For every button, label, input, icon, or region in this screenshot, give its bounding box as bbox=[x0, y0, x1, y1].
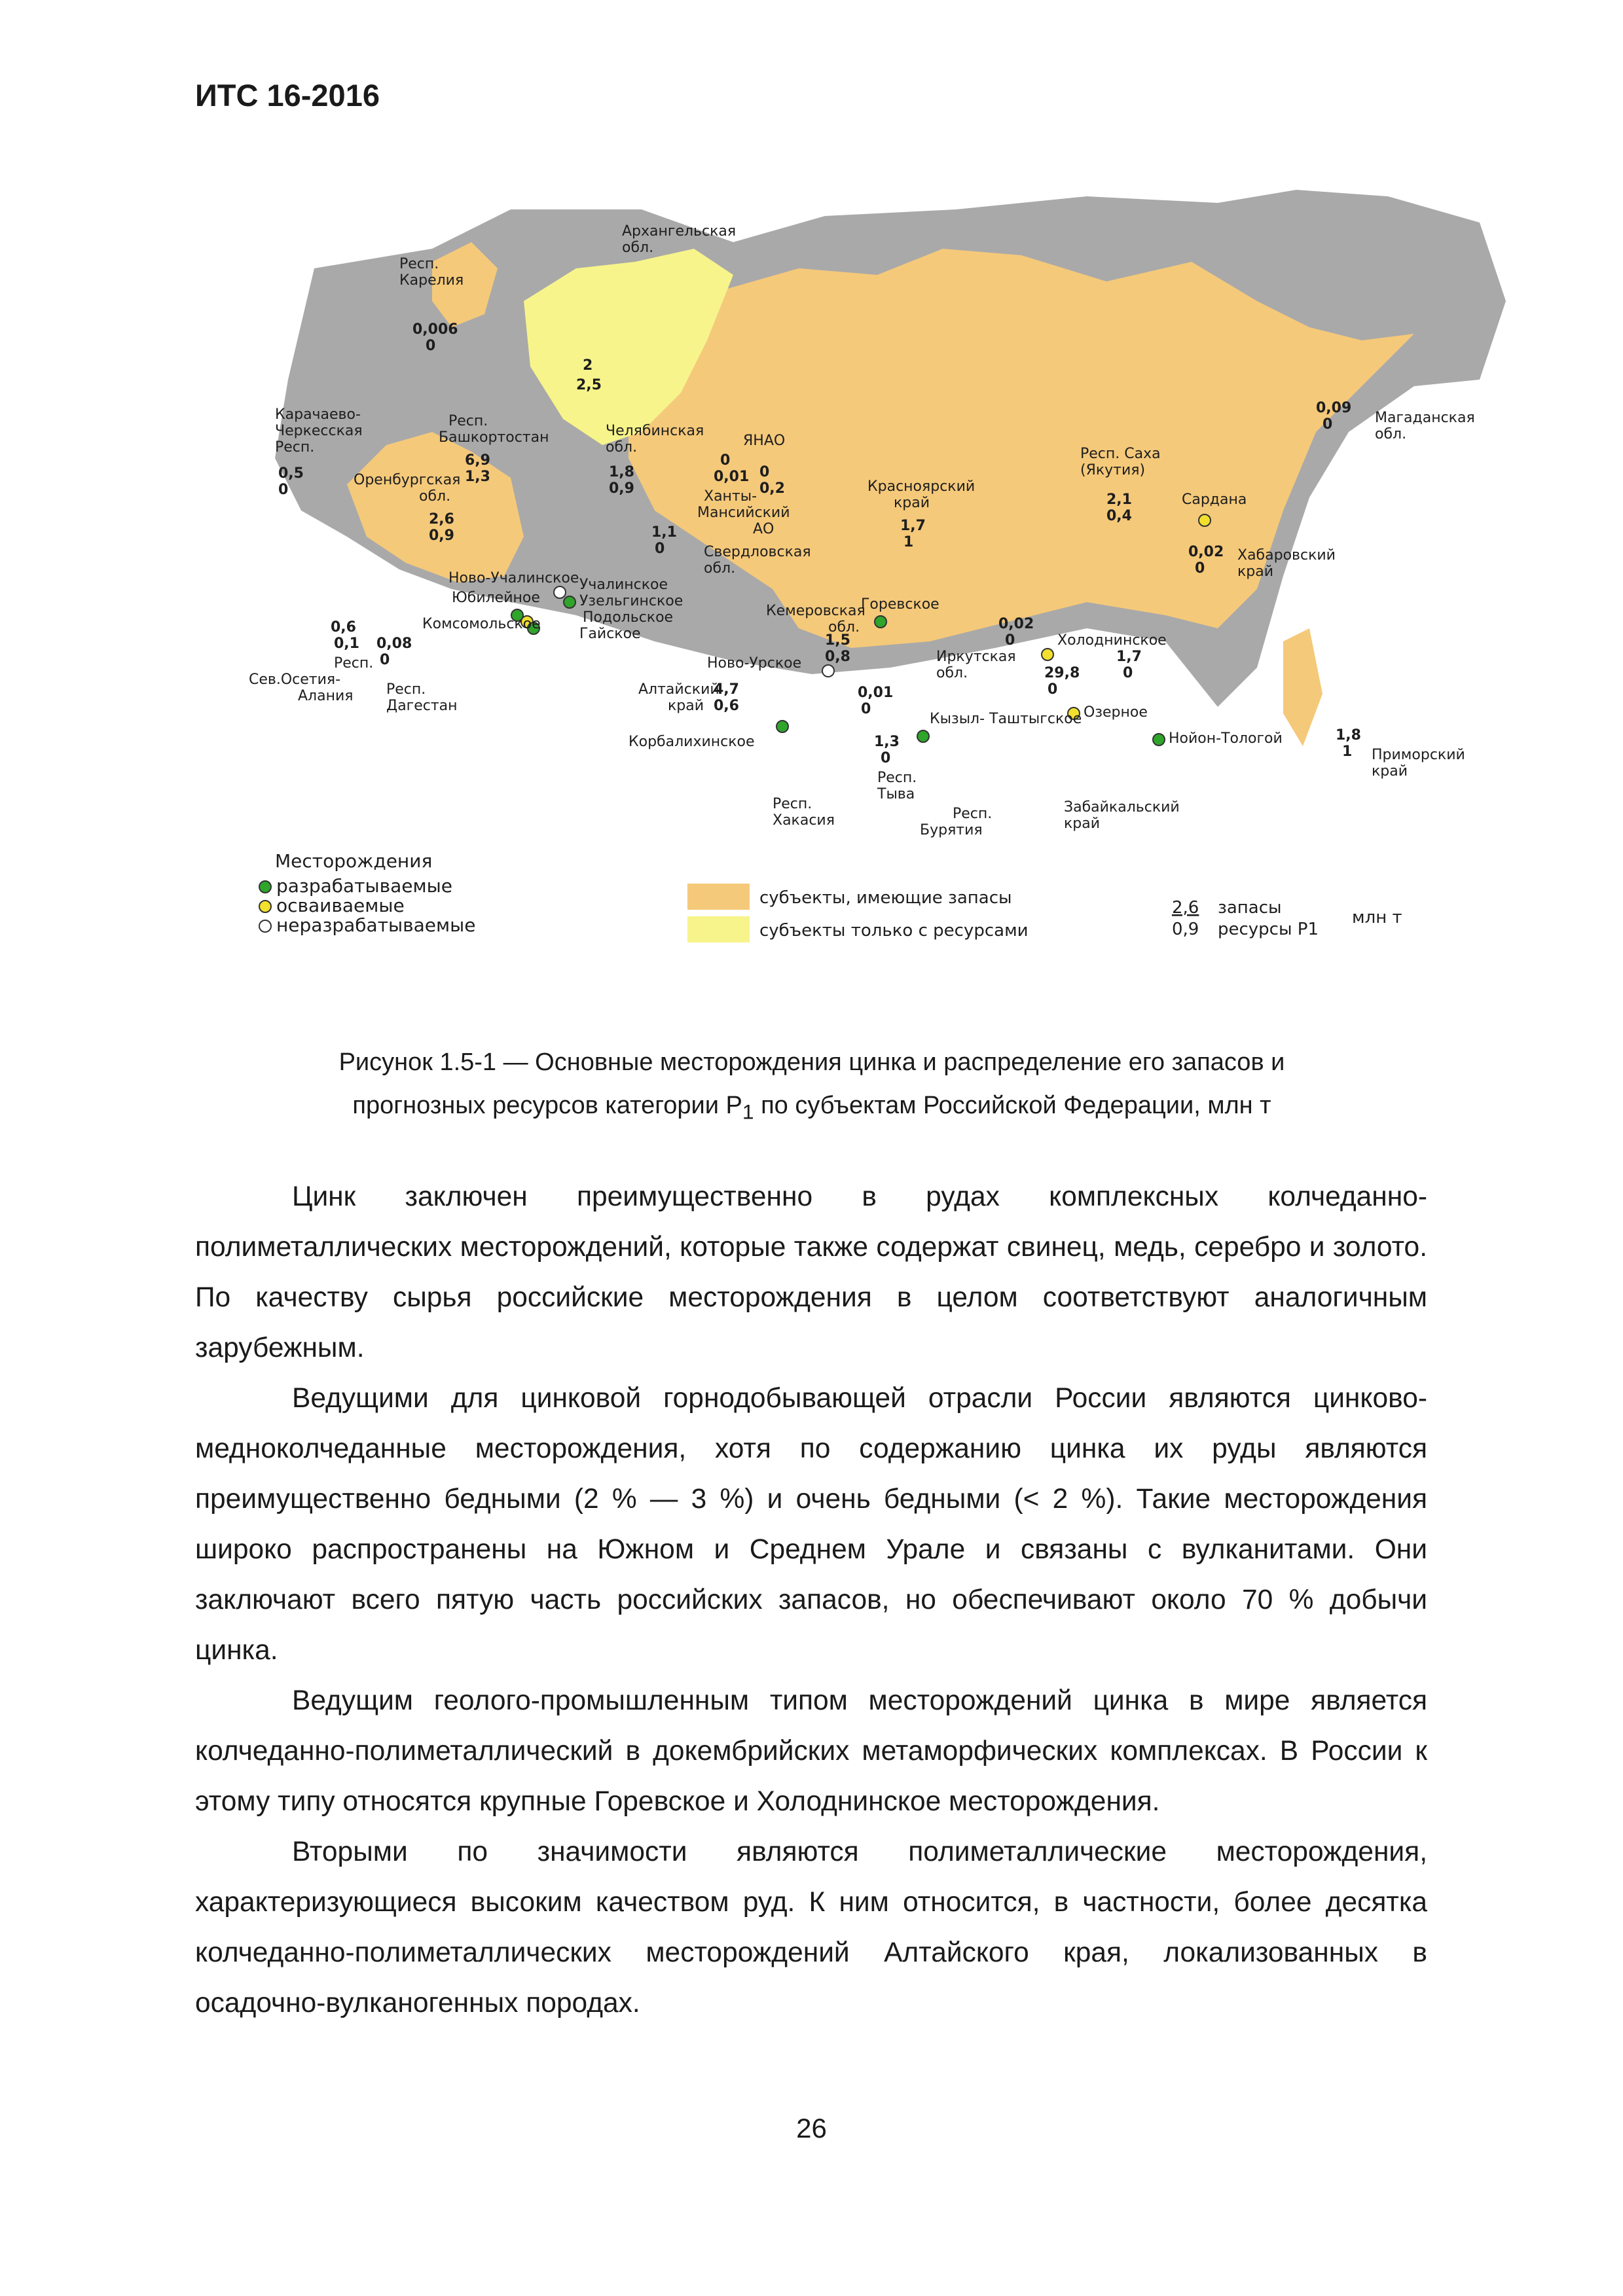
document-code: ИТС 16-2016 bbox=[195, 78, 380, 113]
value-khab-bottom: 0 bbox=[1195, 560, 1205, 577]
value-zab-top: 1,7 bbox=[1116, 649, 1142, 665]
deposit-novouchalinskoe-label: Ново-Учалинское bbox=[448, 570, 579, 586]
value-dag-top: 0,08 bbox=[376, 636, 412, 652]
label-orenburg: Оренбургская bbox=[354, 472, 461, 488]
value-altai-top: 4,7 bbox=[714, 681, 739, 698]
legend-undeveloped-dot bbox=[259, 920, 271, 932]
label-dagestan: Респ. bbox=[386, 681, 426, 698]
legend-unit: млн т bbox=[1352, 908, 1402, 927]
label-hmao: Ханты- bbox=[704, 488, 757, 505]
label-karachaevo-3: Респ. bbox=[275, 439, 315, 456]
deposit-sardana-dot bbox=[1199, 514, 1211, 526]
label-tyva: Респ. bbox=[877, 770, 917, 786]
deposit-kyzyl-label: Кызыл- Таштыгское bbox=[930, 711, 1082, 727]
label-khakassia: Респ. bbox=[773, 796, 812, 812]
value-yanao-top: 0 bbox=[720, 452, 731, 469]
value-irk-bottom: 0 bbox=[1005, 632, 1015, 649]
caption-line-1: Рисунок 1.5-1 — Основные месторождения цинка и распределение его запасов и bbox=[338, 1049, 1285, 1076]
label-yakutia: Респ. Саха bbox=[1080, 446, 1161, 462]
deposit-ozernoe-label: Озерное bbox=[1084, 704, 1148, 721]
value-kem-bottom: 0,8 bbox=[825, 649, 850, 665]
map-territory-reserves-primorye bbox=[1283, 628, 1322, 746]
value-oset-bottom: 0,1 bbox=[334, 636, 359, 652]
legend-example-bottom: 0,9 bbox=[1172, 920, 1199, 939]
value-irk-top: 0,02 bbox=[998, 616, 1034, 632]
label-kemerovo: Кемеровская bbox=[766, 603, 866, 619]
label-buryatia: Респ. bbox=[953, 806, 993, 822]
deposit-gorevskoe-dot bbox=[875, 616, 886, 628]
label-kemerovo-2: обл. bbox=[828, 619, 860, 636]
label-sverdlovsk-2: обл. bbox=[704, 560, 736, 577]
page-number: 26 bbox=[796, 2113, 827, 2144]
label-irkutsk: Иркутская bbox=[936, 649, 1016, 665]
value-karelia-bottom: 0 bbox=[426, 338, 436, 354]
label-hmao-2: Мансийский bbox=[697, 505, 790, 521]
label-khakassia-2: Хакасия bbox=[773, 812, 835, 829]
deposit-novouchalinskoe-dot bbox=[554, 586, 566, 598]
legend-example-top: 2,6 bbox=[1172, 898, 1199, 918]
label-khabarovsk-2: край bbox=[1237, 564, 1274, 580]
caption-subscript: 1 bbox=[742, 1100, 754, 1124]
legend-with-reserves: субъекты, имеющие запасы bbox=[759, 888, 1012, 908]
label-chelyabinsk: Челябинская bbox=[606, 423, 704, 439]
deposit-podolskoe-label: Подольское bbox=[583, 609, 674, 626]
label-osetia-3: Алания bbox=[298, 688, 354, 704]
paragraph-2: Ведущими для цинковой горнодобывающей отрасли России являются цинково-медноколчеданные месторождения, хотя по содержанию цинка их руды являются преимущественно бедными (2 % — 3 %) и очень бедными (< 2 %). Такие месторождения широко распространены на Южном и Среднем Урале и связаны с вулканитами. Они заключают всего пятую часть российских запасов, но обеспечивают около 70 % добычи цинка. bbox=[195, 1383, 1427, 1666]
deposit-kyzyl-dot bbox=[917, 730, 929, 742]
value-hmao-bottom: 0,2 bbox=[759, 480, 785, 497]
value-bash-bottom: 1,3 bbox=[465, 469, 490, 485]
label-hmao-3: АО bbox=[753, 521, 775, 537]
paragraph-3: Ведущим геолого-промышленным типом месторождений цинка в мире является колчеданно-полиметаллический в докембрийских метаморфических комплексах. В России к этому типу относятся крупные Горевское и Холоднинское месторождения. bbox=[195, 1685, 1427, 1817]
label-krasnoyarsk: Красноярский bbox=[867, 478, 976, 495]
paragraph-4: Вторыми по значимости являются полиметаллические месторождения, характеризующиеся высоким качеством руд. К ним относится, в частности, более десятка колчеданно-полиметаллических месторождений Алтайского края, локализованных в осадочно-вулканогенных породах. bbox=[195, 1837, 1427, 2018]
map-legend bbox=[259, 850, 1402, 942]
label-karelia: Респ. bbox=[399, 256, 439, 272]
deposit-uchalinskoe-dot bbox=[564, 596, 575, 608]
value-prim-bottom: 1 bbox=[1342, 744, 1353, 760]
value-yanao-bottom: 0,01 bbox=[714, 469, 750, 485]
label-tyva-2: Тыва bbox=[877, 786, 915, 802]
label-irkutsk-2: обл. bbox=[936, 665, 968, 681]
value-magadan-top: 0,09 bbox=[1316, 400, 1352, 416]
value-khab-top: 0,02 bbox=[1188, 544, 1224, 560]
label-dagestan-2: Дагестан bbox=[386, 698, 458, 714]
value-sverd-top: 1,1 bbox=[651, 524, 677, 541]
label-buryatia-2: Бурятия bbox=[920, 822, 983, 838]
deposit-noyon-label: Нойон-Тологой bbox=[1169, 730, 1283, 747]
value-zab-bottom: 0 bbox=[1123, 665, 1133, 681]
body-text bbox=[195, 1172, 1427, 2028]
caption-line-2-before: прогнозных ресурсов категории Р bbox=[352, 1092, 742, 1119]
value-prim-top: 1,8 bbox=[1336, 727, 1361, 744]
value-bur-top: 29,8 bbox=[1044, 665, 1080, 681]
value-oren-top: 2,6 bbox=[429, 511, 454, 528]
deposit-yubileinoe-label: Юбилейное bbox=[452, 590, 540, 606]
label-primorye: Приморский bbox=[1372, 747, 1465, 763]
label-yakutia-2: (Якутия) bbox=[1080, 462, 1146, 478]
value-karachaevo-bottom: 0 bbox=[278, 482, 289, 498]
label-arkhangelsk-2: обл. bbox=[622, 240, 654, 256]
deposit-komsomolskoe-label: Комсомольское bbox=[422, 616, 541, 632]
label-orenburg-2: обл. bbox=[419, 488, 451, 505]
deposit-korbalikha-dot bbox=[776, 721, 788, 732]
deposit-uzelginskoe-label: Узельгинское bbox=[579, 593, 684, 609]
legend-resources: ресурсы Р1 bbox=[1218, 920, 1319, 939]
value-yakutia-bottom: 0,4 bbox=[1106, 508, 1132, 524]
label-chelyabinsk-2: обл. bbox=[606, 439, 638, 456]
value-bash-top: 6,9 bbox=[465, 452, 490, 469]
deposit-novourskoe-dot bbox=[822, 665, 834, 677]
label-altai-2: край bbox=[668, 698, 704, 714]
legend-reserves-swatch bbox=[687, 884, 750, 910]
label-karachaevo: Карачаево- bbox=[275, 406, 361, 423]
label-bashkortostan: Респ. bbox=[448, 413, 488, 429]
label-altai: Алтайский bbox=[638, 681, 720, 698]
value-oren-bottom: 0,9 bbox=[429, 528, 454, 544]
value-karelia-top: 0,006 bbox=[412, 321, 458, 338]
deposit-noyon-dot bbox=[1153, 734, 1165, 745]
zinc-deposits-map bbox=[236, 170, 1512, 975]
deposit-novourskoe-label: Ново-Урское bbox=[707, 655, 802, 672]
value-chel-top: 1,8 bbox=[609, 464, 634, 480]
label-osetia-2: Сев.Осетия- bbox=[249, 672, 341, 688]
label-krasnoyarsk-2: край bbox=[894, 495, 930, 511]
value-tyva-bottom: 0 bbox=[881, 750, 891, 766]
value-sverd-bottom: 0 bbox=[655, 541, 665, 557]
paragraph-1: Цинк заключен преимущественно в рудах комплексных колчеданно-полиметаллических месторождений, которые также содержат свинец, медь, серебро и золото. По качеству сырья российские месторождения в целом соответствуют аналогичным зарубежным. bbox=[195, 1181, 1427, 1363]
value-magadan-bottom: 0 bbox=[1322, 416, 1333, 433]
value-chel-bottom: 0,9 bbox=[609, 480, 634, 497]
label-zabaikal: Забайкальский bbox=[1064, 799, 1180, 816]
value-altai-bottom: 0,6 bbox=[714, 698, 739, 714]
label-khabarovsk: Хабаровский bbox=[1237, 547, 1336, 564]
value-oset-top: 0,6 bbox=[331, 619, 356, 636]
legend-developing-dot bbox=[259, 901, 271, 912]
value-arkh-top: 2 bbox=[583, 357, 593, 374]
label-magadan: Магаданская bbox=[1375, 410, 1475, 426]
caption-line-2-after: по субъектам Российской Федерации, млн т bbox=[754, 1092, 1271, 1119]
legend-developing: осваиваемые bbox=[276, 895, 405, 916]
value-khak-top: 0,01 bbox=[858, 685, 894, 701]
label-sverdlovsk: Свердловская bbox=[704, 544, 811, 560]
legend-with-resources: субъекты только с ресурсами bbox=[759, 921, 1029, 941]
value-hmao-top: 0 bbox=[759, 464, 770, 480]
deposit-kholodninskoe-dot bbox=[1042, 649, 1053, 660]
legend-undeveloped: неразрабатываемые bbox=[276, 914, 476, 936]
label-osetia: Респ. bbox=[334, 655, 374, 672]
label-zabaikal-2: край bbox=[1064, 816, 1101, 832]
value-yakutia-top: 2,1 bbox=[1106, 492, 1132, 508]
legend-deposits-title: Месторождения bbox=[275, 850, 433, 872]
deposit-gaiskoe-label: Гайское bbox=[579, 626, 641, 642]
value-arkh-bottom: 2,5 bbox=[576, 377, 602, 393]
value-dag-bottom: 0 bbox=[380, 652, 390, 668]
deposit-kholodninskoe-label: Холоднинское bbox=[1057, 632, 1167, 649]
value-kras-bottom: 1 bbox=[903, 534, 914, 550]
value-khak-bottom: 0 bbox=[861, 701, 871, 717]
deposit-korbalikha-label: Корбалихинское bbox=[629, 734, 755, 750]
value-karachaevo-top: 0,5 bbox=[278, 465, 304, 482]
deposit-sardana-label: Сардана bbox=[1182, 492, 1247, 508]
figure-caption bbox=[196, 1041, 1427, 1134]
deposit-uchalinskoe-label: Учалинское bbox=[579, 577, 668, 593]
label-karelia-2: Карелия bbox=[399, 272, 464, 289]
legend-reserves: запасы bbox=[1218, 898, 1282, 918]
label-magadan-2: обл. bbox=[1375, 426, 1407, 442]
legend-developed: разрабатываемые bbox=[276, 875, 452, 897]
value-bur-bottom: 0 bbox=[1048, 681, 1058, 698]
legend-resources-swatch bbox=[687, 916, 750, 942]
value-tyva-top: 1,3 bbox=[874, 734, 900, 750]
label-primorye-2: край bbox=[1372, 763, 1408, 780]
deposit-gorevskoe-label: Горевское bbox=[861, 596, 939, 613]
caption-line-2 bbox=[196, 1084, 1427, 1134]
legend-developed-dot bbox=[259, 881, 271, 893]
value-kras-top: 1,7 bbox=[900, 518, 926, 534]
label-karachaevo-2: Черкесская bbox=[275, 423, 363, 439]
map-svg bbox=[236, 170, 1512, 975]
label-bashkortostan-2: Башкортостан bbox=[439, 429, 549, 446]
label-yanao: ЯНАО bbox=[743, 433, 786, 449]
value-kem-top: 1,5 bbox=[825, 632, 850, 649]
label-arkhangelsk: Архангельская bbox=[622, 223, 737, 240]
